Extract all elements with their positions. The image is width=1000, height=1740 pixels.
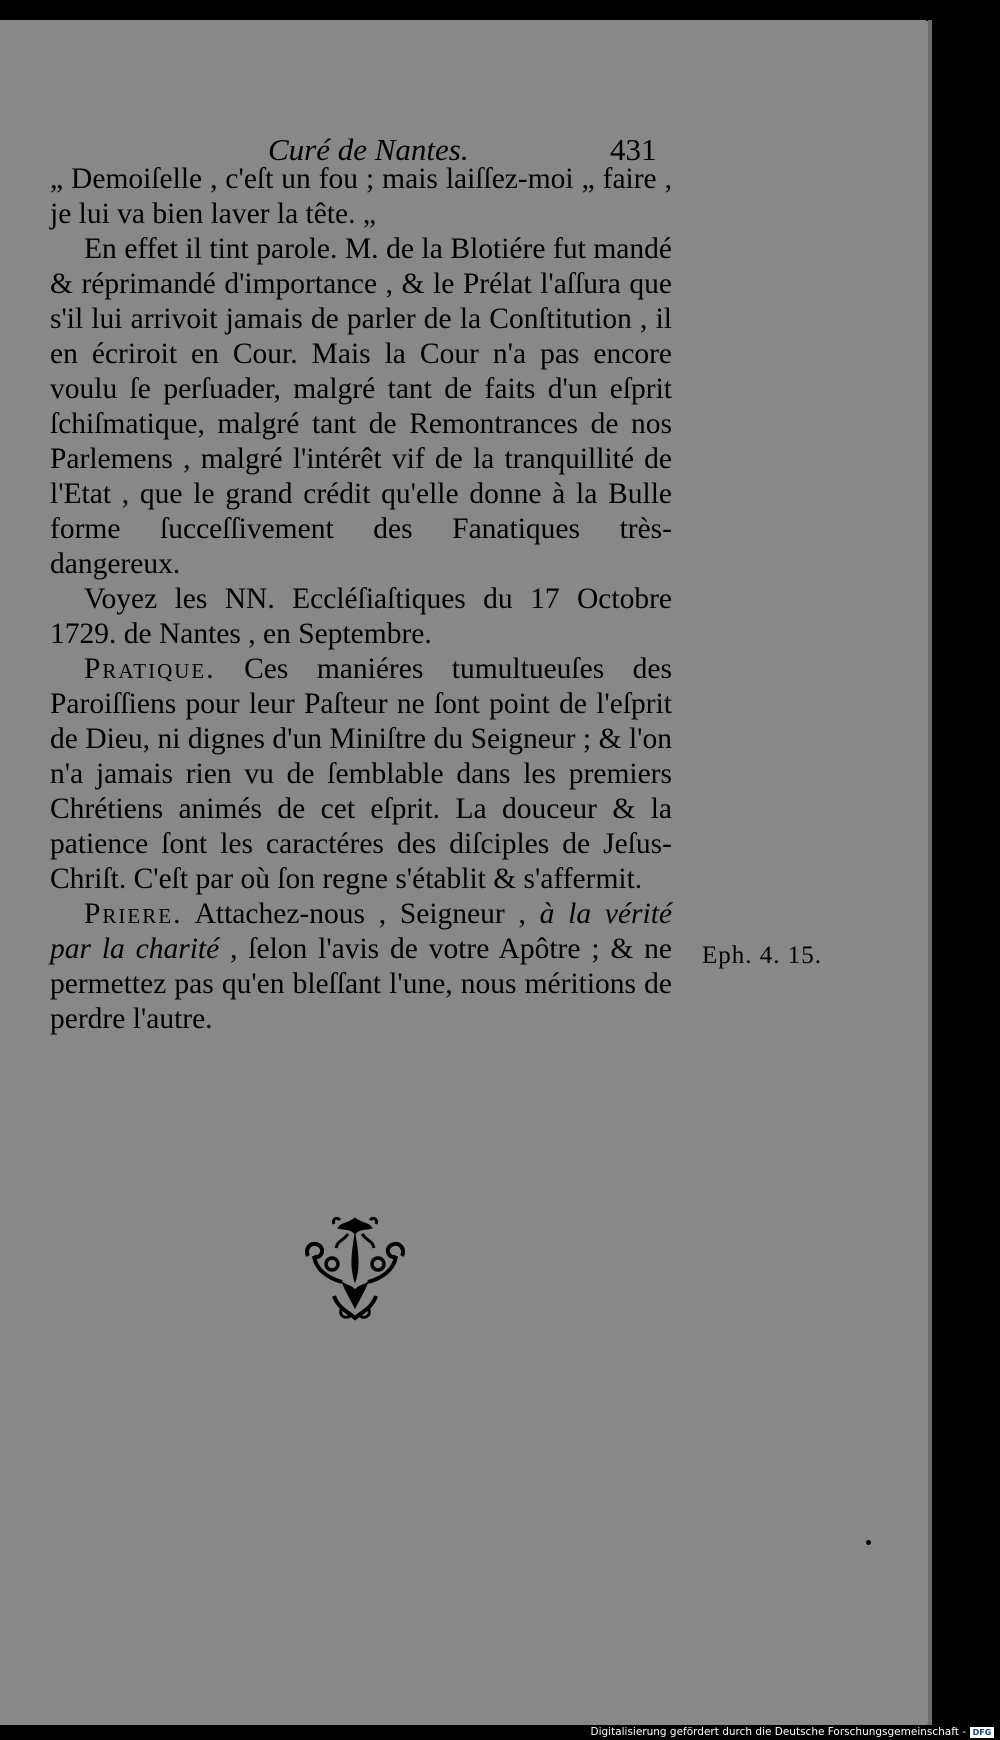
pratique-text: Ces maniéres tumultueuſes des Paroiſſiens pour leur Paſteur ne ſont point de l'eſprit de Dieu, ni dignes d'un Miniſtre du Seigneur ; & l'on n'a jamais rien vu de ſemblable dans les premiers Chrétiens animés de cet eſprit. La douceur & la patience ſont les caractéres des diſciples de Jeſus-Chriſt. C'eſt par où ſon regne s'établit & s'affermit. — [50, 653, 672, 895]
page-header — [0, 110, 700, 166]
priere-text-start: Attachez-nous , Seigneur , — [194, 898, 526, 930]
body-text — [50, 162, 672, 1037]
page-edge — [928, 20, 932, 1725]
priere-italic-quote: à la vérité par la charité — [50, 898, 672, 965]
digitization-footer — [0, 1725, 1000, 1740]
paragraph-priere — [50, 897, 672, 1037]
priere-heading: Priere. — [84, 898, 183, 930]
margin-note: Eph. 4. 15. — [702, 942, 823, 969]
running-title: Curé de Nantes. — [268, 132, 469, 167]
paragraph-narrative: En effet il tint parole. M. de la Blotiére fut mandé & réprimandé d'importance , & le Prélat l'aſſura que s'il lui arrivoit jamais de parler de la Conſtitution , il en écriroit en Cour. Mais la Cour n'a pas encore voulu ſe perſuader, malgré tant de faits d'un eſprit ſchiſmatique, malgré tant de Remontrances de nos Parlemens , malgré l'intérêt vif de la tranquillité de l'Etat , que le grand crédit qu'elle donne à la Bulle forme ſucceſſivement des Fanatiques très-dangereux. — [50, 233, 672, 580]
pratique-heading: Pratique. — [84, 653, 216, 685]
stray-ink-dot — [866, 1540, 871, 1545]
floral-fleuron-icon — [298, 1212, 412, 1324]
digitization-credit: Digitalisierung gefördert durch die Deutsche Forschungsgemeinschaft - — [590, 1726, 966, 1738]
priere-text-end: , ſelon l'avis de votre Apôtre ; & ne permettez pas qu'en bleſſant l'une, nous méritions de perdre l'autre. — [50, 933, 673, 1035]
page-number: 431 — [610, 132, 657, 167]
quote-continuation: „ Demoiſelle , c'eſt un fou ; mais laiſſez-moi „ faire , je lui va bien laver la tête. „ — [50, 163, 672, 230]
dfg-logo-icon: DFG — [970, 1727, 994, 1738]
paragraph-reference: Voyez les NN. Eccléſiaſtiques du 17 Octobre 1729. de Nantes , en Septembre. — [50, 583, 672, 650]
paragraph-pratique — [50, 652, 672, 897]
